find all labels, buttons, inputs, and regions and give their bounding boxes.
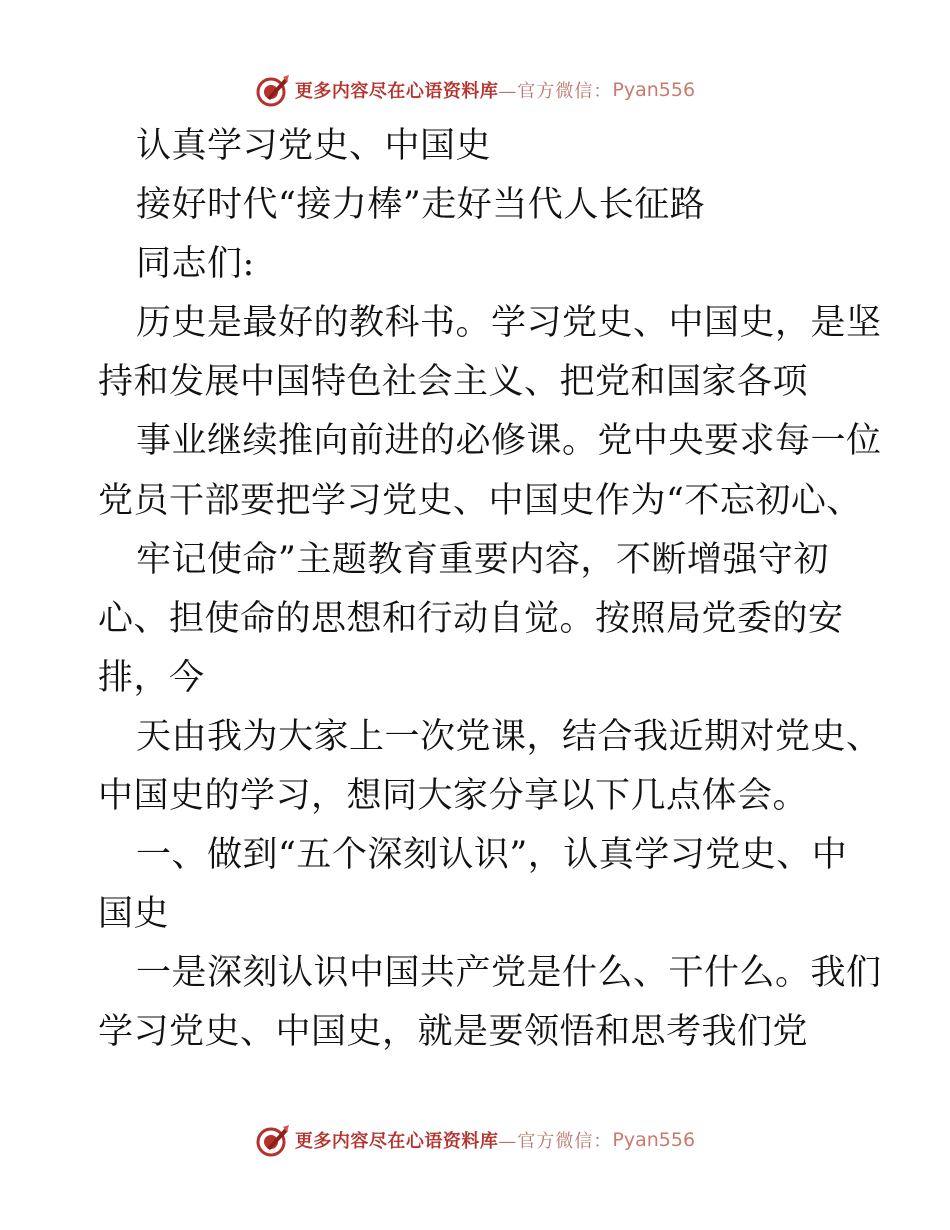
watermark-brand: 更多内容尽在心语资料库 — [294, 1131, 499, 1152]
doc-line: 持和发展中国特色社会主义、把党和国家各项 — [98, 362, 809, 403]
doc-line: 一、做到“五个深刻认识”，认真学习党史、中 — [136, 835, 848, 876]
footer-watermark — [0, 1120, 950, 1160]
watermark-label: —官方微信： — [498, 81, 613, 102]
doc-line: 一是深刻认识中国共产党是什么、干什么。我们 — [136, 953, 882, 994]
doc-line: 接好时代“接力棒”走好当代人长征路 — [136, 185, 706, 226]
header-watermark — [0, 70, 950, 110]
doc-line: 学习党史、中国史，就是要领悟和思考我们党 — [98, 1012, 809, 1053]
quill-pen-logo-icon — [255, 1122, 291, 1158]
watermark-label: —官方微信： — [498, 1131, 613, 1152]
doc-line: 天由我为大家上一次党课，结合我近期对党史、 — [136, 716, 882, 757]
doc-line: 事业继续推向前进的必修课。党中央要求每一位 — [136, 421, 882, 462]
doc-line: 认真学习党史、中国史 — [136, 126, 492, 166]
doc-line: 心、担使命的思想和行动自觉。按照局党委的安 — [98, 598, 844, 639]
watermark-wechat-id: Pyan556 — [612, 1129, 696, 1151]
watermark-brand: 更多内容尽在心语资料库 — [294, 81, 499, 102]
watermark-wechat-id: Pyan556 — [612, 79, 696, 101]
doc-line: 国史 — [98, 894, 170, 935]
quill-pen-logo-icon — [255, 72, 291, 108]
document-body — [98, 117, 882, 1063]
doc-line: 历史是最好的教科书。学习党史、中国史，是坚 — [136, 303, 882, 344]
doc-line: 中国史的学习，想同大家分享以下几点体会。 — [98, 776, 809, 817]
doc-line: 党员干部要把学习党史、中国史作为“不忘初心、 — [98, 480, 862, 521]
doc-line: 同志们: — [136, 244, 255, 285]
doc-line: 牢记使命”主题教育重要内容，不断增强守初 — [136, 539, 829, 580]
doc-line: 排，今 — [98, 657, 205, 698]
